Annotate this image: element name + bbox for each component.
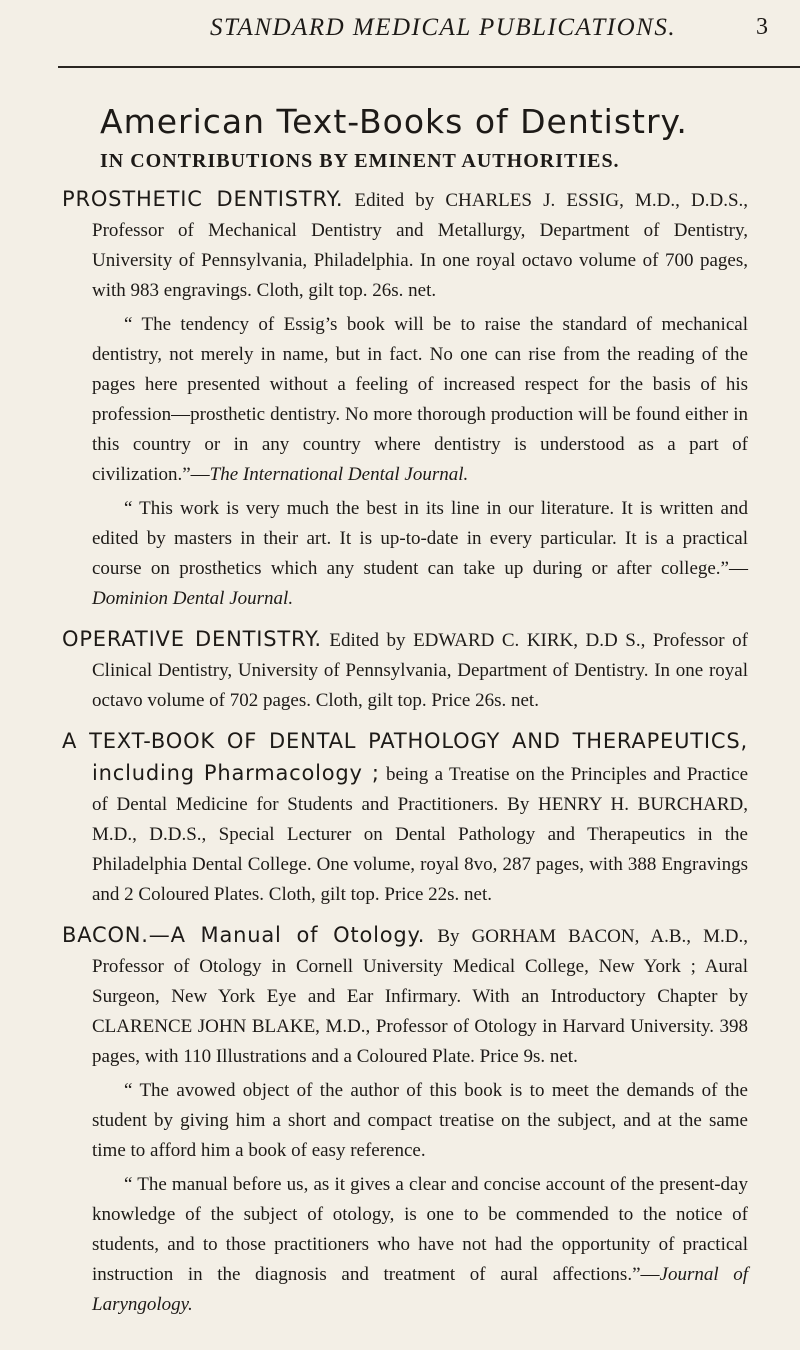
entry-heading: PROSTHETIC DENTISTRY. bbox=[62, 187, 344, 211]
entry-description: Edited by EDWARD C. KIRK, D.D S., Professor of Clinical Dentistry, University of Pennsylvania, Department of Dentistry. In one royal octavo volume of 702 pages. Cloth, gilt top. Price 26s. net. bbox=[92, 630, 748, 711]
entry-text bbox=[40, 920, 748, 1072]
quote-source: The International Dental Journal. bbox=[209, 464, 469, 485]
quote-source: Dominion Dental Journal. bbox=[92, 588, 294, 609]
running-head bbox=[40, 0, 768, 58]
quote-text: “ This work is very much the best in its line in our literature. It is written and edited by masters in their art. It is up-to-date in every particular. It is a practical course on prosthetics which any student can take up during or after college.”— bbox=[92, 498, 748, 579]
entry-dental-pathology bbox=[40, 726, 748, 910]
entry-text bbox=[40, 726, 748, 910]
header-rule bbox=[58, 66, 800, 68]
quote-text: “ The avowed object of the author of this book is to meet the demands of the student by giving him a short and compact treatise on the subject, and at the same time to afford him a book of easy reference. bbox=[92, 1080, 748, 1161]
quote-source: Journal of Laryngology. bbox=[92, 1264, 748, 1315]
entry-description: By GORHAM BACON, A.B., M.D., Professor of Otology in Cornell University Medical College, New York ; Aural Surgeon, New York Eye and Ear Infirmary. With an Introductory Chapter by CLARENCE JOHN BLAKE, M.D., Professor of Otology in Harvard University. 398 pages, with 110 Illustrations and a Coloured Plate. Price 9s. net. bbox=[92, 926, 748, 1067]
quote-text: “ The manual before us, as it gives a clear and concise account of the present-day knowledge of the subject of otology, is one to be commended to the notice of students, and to those practitioners who have not had the opportunity of practical instruction in the diagnosis and treatment of aural affections.”— bbox=[92, 1174, 748, 1285]
page-number: 3 bbox=[756, 14, 768, 40]
main-title: American Text-Books of Dentistry. bbox=[100, 102, 688, 141]
entry-heading: OPERATIVE DENTISTRY. bbox=[62, 627, 322, 651]
review-quote bbox=[40, 1170, 748, 1320]
entry-operative-dentistry bbox=[40, 624, 748, 716]
review-quote bbox=[40, 1076, 748, 1166]
review-quote bbox=[40, 310, 748, 490]
running-title: STANDARD MEDICAL PUBLICATIONS. bbox=[210, 14, 677, 41]
entry-text bbox=[40, 184, 748, 306]
entry-heading: A TEXT-BOOK OF DENTAL PATHOLOGY AND THERAPEUTICS, including Pharmacology ; bbox=[62, 729, 748, 785]
entry-description: Edited by CHARLES J. ESSIG, M.D., D.D.S., Professor of Mechanical Dentistry and Metallurgy, Department of Dentistry, University of Pennsylvania, Philadelphia. In one royal octavo volume of 700 pages, with 983 engravings. Cloth, gilt top. 26s. net. bbox=[92, 190, 749, 301]
entry-description: being a Treatise on the Principles and Practice of Dental Medicine for Students and Practitioners. By HENRY H. BURCHARD, M.D., D.D.S., Special Lecturer on Dental Pathology and Therapeutics in the Philadelphia Dental College. One volume, royal 8vo, 287 pages, with 388 Engravings and 2 Coloured Plates. Cloth, gilt top. Price 22s. net. bbox=[92, 764, 749, 905]
entry-prosthetic-dentistry bbox=[40, 184, 748, 614]
main-subtitle: IN CONTRIBUTIONS BY EMINENT AUTHORITIES. bbox=[100, 150, 620, 172]
entry-heading: BACON.—A Manual of Otology. bbox=[62, 923, 426, 947]
review-quote bbox=[40, 494, 748, 614]
entry-text bbox=[40, 624, 748, 716]
entry-manual-of-otology bbox=[40, 920, 748, 1320]
quote-text: “ The tendency of Essig’s book will be to raise the standard of mechanical dentistry, not merely in name, but in fact. No one can rise from the reading of the pages here presented without a feeling of increased respect for the basis of his profession—prosthetic dentistry. No more thorough production will be found either in this country or in any country where dentistry is understood as a part of civilization.”— bbox=[92, 314, 748, 485]
